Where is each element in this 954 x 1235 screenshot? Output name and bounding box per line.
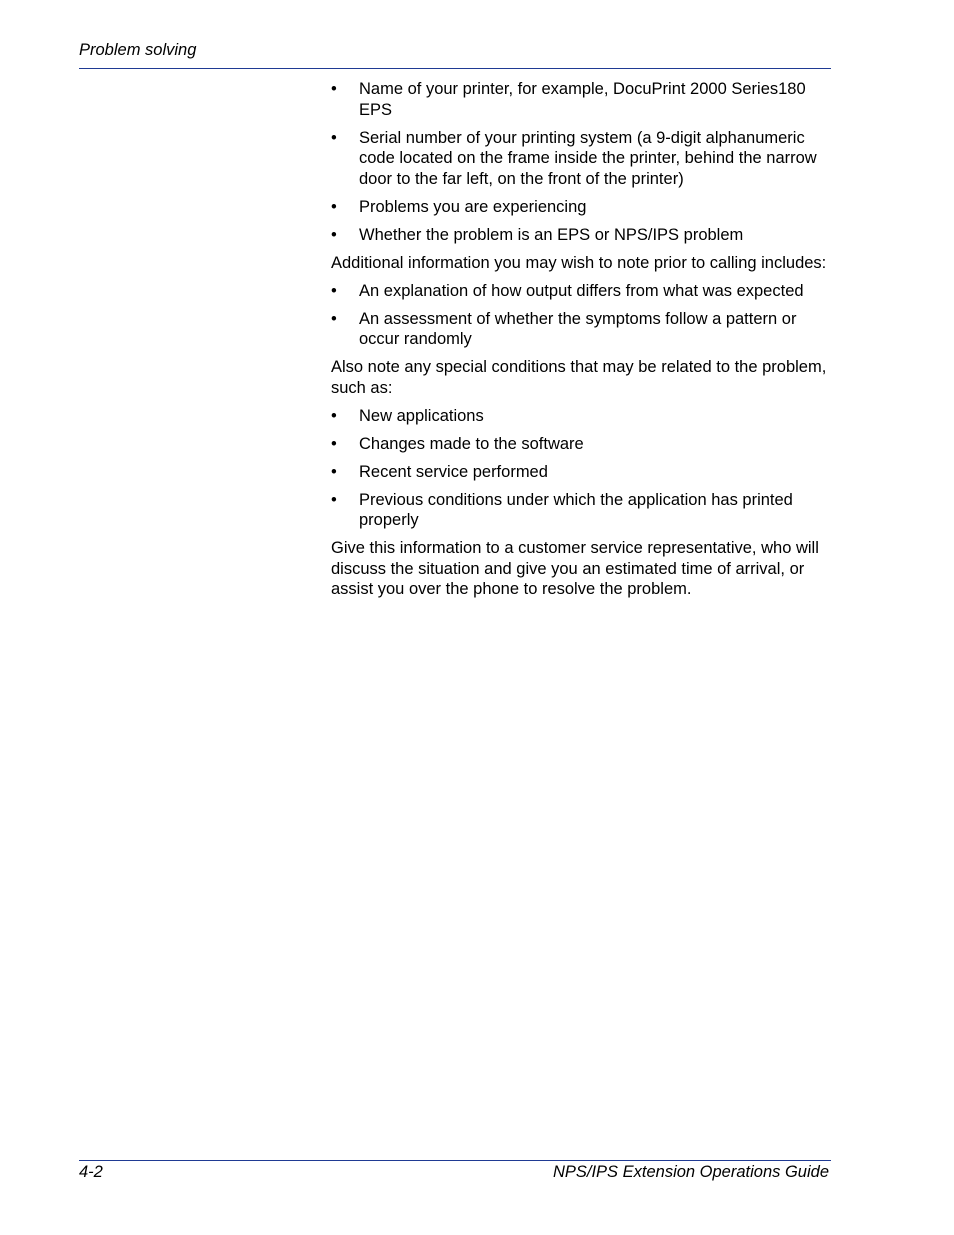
special-conditions-list [331,406,831,531]
running-header: Problem solving [79,41,197,59]
list-item: • Problems you are experiencing [331,197,587,216]
guide-title: NPS/IPS Extension Operations Guide [552,1163,829,1181]
special-conditions-paragraph: Also note any special conditions that may be related to the problem, such as: [331,358,827,397]
list-item: • New applications [331,406,484,425]
list-item: • Recent service performed [331,462,548,481]
list-item: • An assessment of whether the symptoms follow a pattern or occur randomly [331,309,797,348]
bullet-icon: • [331,406,337,425]
bullet-icon: • [331,490,337,509]
caller-info-list [331,79,831,245]
additional-info-paragraph: Additional information you may wish to note prior to calling includes: [331,253,827,272]
list-item: • An explanation of how output differs from what was expected [331,281,804,300]
bullet-icon: • [331,225,337,244]
bullet-icon: • [331,80,337,98]
bullet-icon: • [331,281,337,300]
bullet-icon: • [331,462,337,481]
main-content [331,79,831,607]
list-item: • Changes made to the software [331,434,584,453]
footer-rule [79,1160,831,1161]
page-number: 4-2 [79,1163,103,1181]
bullet-icon: • [331,309,337,328]
list-item: • Serial number of your printing system (a 9-digit alphanumeric code located on the frame inside the printer, behind the narrow door to the far left, on the front of the printer) [331,128,817,188]
bullet-icon: • [331,128,337,147]
list-item: • Previous conditions under which the application has printed properly [331,490,793,529]
list-item: • Whether the problem is an EPS or NPS/IPS problem [331,225,744,244]
closing-paragraph: Give this information to a customer service representative, who will discuss the situation and give you an estimated time of arrival, or assist you over the phone to resolve the problem. [331,539,819,598]
list-item: • Name of your printer, for example, DocuPrint 2000 Series180 EPS [331,80,806,119]
bullet-icon: • [331,434,337,453]
additional-info-list [331,281,831,350]
header-rule [79,68,831,69]
bullet-icon: • [331,197,337,216]
